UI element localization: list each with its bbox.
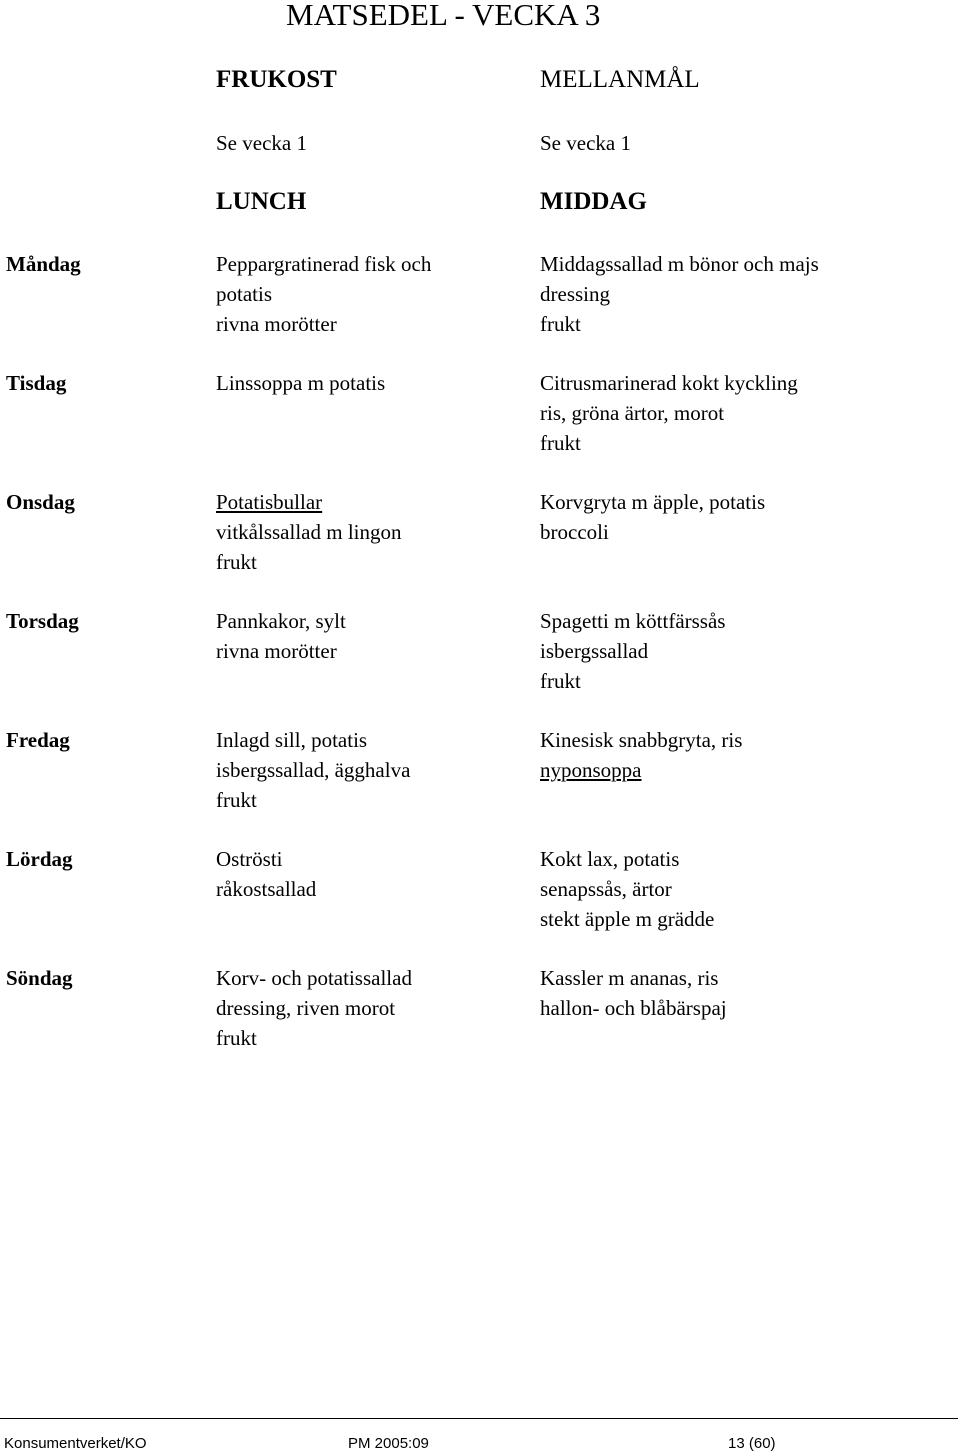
meal-line: Linssoppa m potatis [216,371,386,395]
dinner-monday [540,249,819,339]
day-sunday: Söndag [6,966,73,990]
meal-line: nyponsoppa [540,758,642,782]
meal-line: dressing, riven morot [216,996,396,1020]
meal-line: Middagssallad m bönor och majs [540,252,819,276]
day-thursday: Torsdag [6,609,79,633]
meal-line: hallon- och blåbärspaj [540,996,727,1020]
meal-line: Kassler m ananas, ris [540,966,719,990]
meal-line: råkostsallad [216,877,317,901]
dinner-saturday [540,844,714,934]
meal-line: Potatisbullar [216,490,323,514]
lunch-saturday [216,844,316,904]
meal-line: Citrusmarinerad kokt kyckling [540,371,798,395]
lunch-wednesday [216,487,401,577]
day-friday: Fredag [6,728,70,752]
meal-line: Spagetti m köttfärssås [540,609,726,633]
dinner-thursday [540,606,725,696]
heading-dinner: MIDDAG [540,188,647,215]
meal-line: potatis [216,282,272,306]
page-title: MATSEDEL - VECKA 3 [286,0,601,32]
meal-line: ris, gröna ärtor, morot [540,401,725,425]
dinner-wednesday [540,487,765,547]
breakfast-reference: Se vecka 1 [216,131,307,155]
lunch-friday [216,725,410,815]
meal-line: rivna morötter [216,639,337,663]
dinner-friday [540,725,742,785]
heading-breakfast: FRUKOST [216,66,337,93]
meal-line: isbergssallad, ägghalva [216,758,411,782]
footer-page-number: 13 (60) [728,1435,776,1452]
meal-line: Peppargratinerad fisk och [216,252,432,276]
meal-line: frukt [540,431,581,455]
day-tuesday: Tisdag [6,371,67,395]
heading-snack: MELLANMÅL [540,66,700,93]
snack-reference: Se vecka 1 [540,131,631,155]
meal-line: Oströsti [216,847,283,871]
meal-line: frukt [216,788,257,812]
meal-line: Kinesisk snabbgryta, ris [540,728,743,752]
meal-line: frukt [540,312,581,336]
meal-line: frukt [540,669,581,693]
footer-divider [0,1418,958,1419]
day-monday: Måndag [6,252,81,276]
meal-line: rivna morötter [216,312,337,336]
lunch-thursday [216,606,346,666]
lunch-tuesday [216,368,385,398]
day-wednesday: Onsdag [6,490,75,514]
footer-publisher: Konsumentverket/KO [4,1435,147,1452]
lunch-monday [216,249,431,339]
meal-line: frukt [216,1026,257,1050]
day-saturday: Lördag [6,847,73,871]
dinner-sunday [540,963,727,1023]
meal-line: vitkålssallad m lingon [216,520,402,544]
meal-line: Inlagd sill, potatis [216,728,368,752]
meal-line: Pannkakor, sylt [216,609,346,633]
meal-line: frukt [216,550,257,574]
meal-line: Korv- och potatissallad [216,966,412,990]
dinner-tuesday [540,368,798,458]
meal-line: senapssås, ärtor [540,877,672,901]
meal-line: isbergssallad [540,639,649,663]
meal-line: dressing [540,282,610,306]
footer-document-id: PM 2005:09 [348,1435,429,1452]
meal-line: broccoli [540,520,609,544]
meal-line: Kokt lax, potatis [540,847,680,871]
meal-line: stekt äpple m grädde [540,907,715,931]
lunch-sunday [216,963,412,1053]
heading-lunch: LUNCH [216,188,307,215]
meal-line: Korvgryta m äpple, potatis [540,490,766,514]
